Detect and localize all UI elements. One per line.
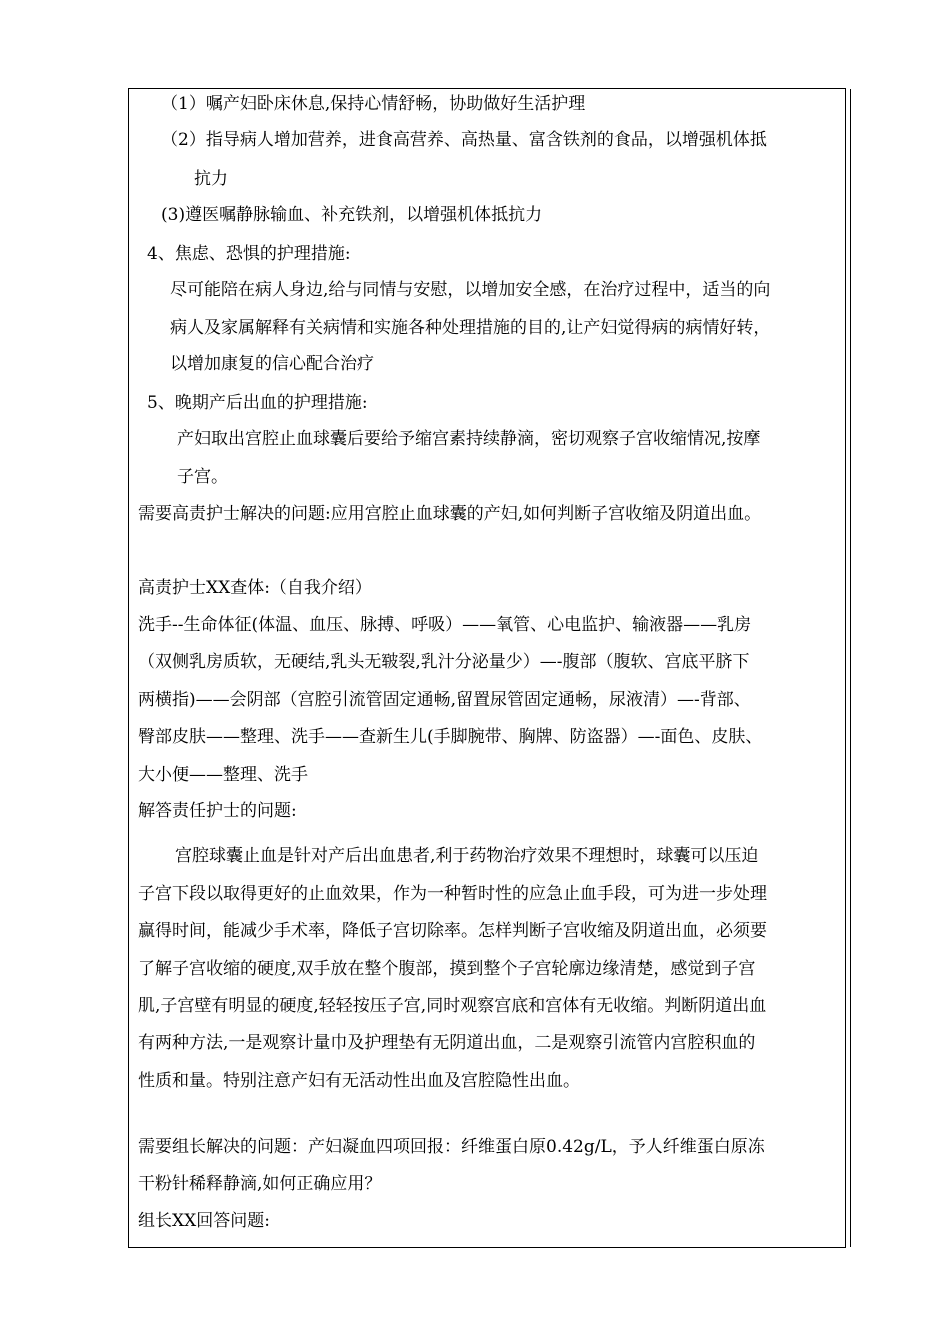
line-13: 高责护士XX查体:（自我介绍） — [138, 578, 372, 598]
line-4: (3)遵医嘱静脉输血、补充铁剂，以增强机体抵抗力 — [161, 205, 543, 225]
line-26: 性质和量。特别注意产妇有无活动性出血及宫腔隐性出血。 — [138, 1071, 580, 1091]
document-frame — [128, 88, 846, 1248]
line-23: 了解子宫收缩的硬度,双手放在整个腹部，摸到整个子宫轮廓边缘清楚，感觉到子宫 — [138, 959, 756, 979]
line-15: （双侧乳房质软，无硬结,乳头无皲裂,乳汁分泌量少）—-腹部（腹软、宫底平脐下 — [138, 652, 750, 672]
line-18: 大小便——整理、洗手 — [138, 765, 308, 785]
line-17: 臀部皮肤——整理、洗手——查新生儿(手脚腕带、胸牌、防盗器）—-面色、皮肤、 — [138, 727, 763, 747]
line-6: 尽可能陪在病人身边,给与同情与安慰，以增加安全感，在治疗过程中，适当的向 — [170, 280, 771, 300]
line-29: 组长XX回答问题: — [138, 1211, 270, 1231]
line-12: 需要高责护士解决的问题:应用宫腔止血球囊的产妇,如何判断子宫收缩及阴道出血。 — [138, 504, 762, 524]
line-24: 肌,子宫壁有明显的硬度,轻轻按压子宫,同时观察宫底和宫体有无收缩。判断阴道出血 — [138, 996, 767, 1016]
line-11: 子宫。 — [177, 467, 228, 487]
line-14: 洗手--生命体征(体温、血压、脉搏、呼吸）——氧管、心电监护、输液器——乳房 — [138, 615, 752, 635]
line-27: 需要组长解决的问题：产妇凝血四项回报：纤维蛋白原0.42g/L，予人纤维蛋白原冻 — [138, 1137, 765, 1157]
line-20: 宫腔球囊止血是针对产后出血患者,利于药物治疗效果不理想时，球囊可以压迫 — [175, 846, 759, 866]
line-19: 解答责任护士的问题: — [138, 801, 297, 821]
line-25: 有两种方法,一是观察计量巾及护理垫有无阴道出血，二是观察引流管内宫腔积血的 — [138, 1033, 756, 1053]
line-1: （1）嘱产妇卧床休息,保持心情舒畅，协助做好生活护理 — [161, 94, 586, 114]
line-28: 干粉针稀释静滴,如何正确应用？ — [138, 1174, 382, 1194]
line-21: 子宫下段以取得更好的止血效果，作为一种暂时性的应急止血手段，可为进一步处理 — [138, 884, 767, 904]
line-10: 产妇取出宫腔止血球囊后要给予缩宫素持续静滴，密切观察子宫收缩情况,按摩 — [177, 429, 761, 449]
line-2: （2）指导病人增加营养，进食高营养、高热量、富含铁剂的食品，以增强机体抵 — [161, 130, 767, 150]
line-16: 两横指)——会阴部（宫腔引流管固定通畅,留置尿管固定通畅，尿液清）—-背部、 — [138, 690, 751, 710]
line-3: 抗力 — [194, 169, 228, 189]
line-8: 以增加康复的信心配合治疗 — [170, 354, 374, 374]
line-22: 赢得时间，能减少手术率，降低子宫切除率。怎样判断子宫收缩及阴道出血，必须要 — [138, 921, 767, 941]
line-7: 病人及家属解释有关病情和实施各种处理措施的目的,让产妇觉得病的病情好转， — [170, 318, 771, 338]
line-5: 4、焦虑、恐惧的护理措施: — [147, 244, 351, 264]
line-9: 5、晚期产后出血的护理措施: — [147, 393, 368, 413]
